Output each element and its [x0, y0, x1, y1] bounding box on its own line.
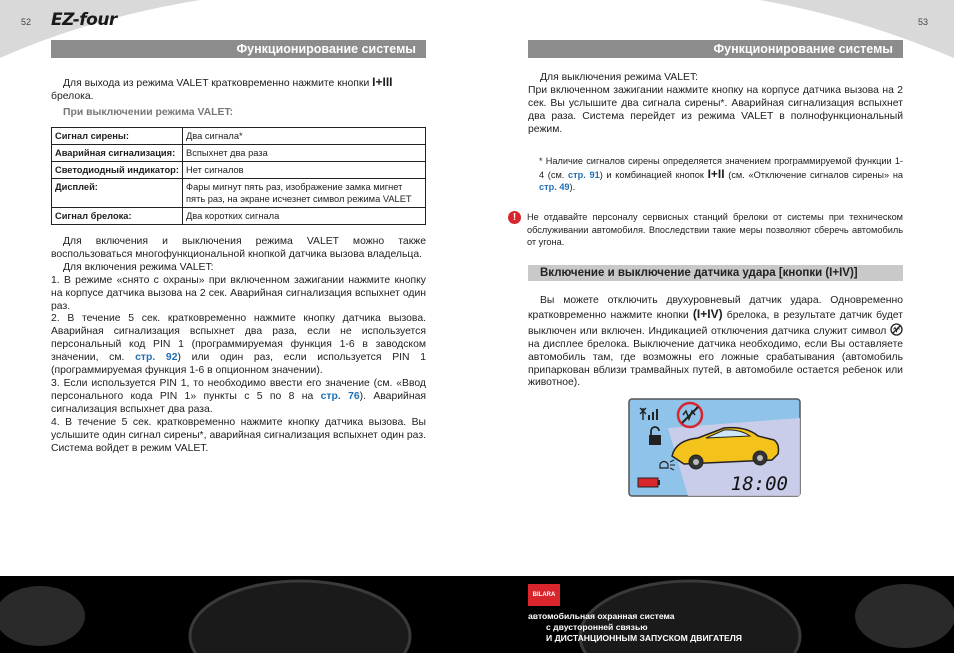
page-number-left: 52 [21, 17, 32, 27]
page-number-right: 53 [918, 17, 929, 27]
table-heading: При выключении режима VALET: [63, 107, 234, 118]
subsection-title-shock: Включение и выключение датчика удара [кнопки (I+IV)] [528, 265, 903, 281]
shock-sensor-paragraph: Вы можете отключить двухуровневый датчик удара. Одновременно кратковременно нажмите кнопки (I+IV) брелока, в результате датчик будет выключен или включен. Индикацией отключения датчика служит символ на дисплее брелока. Выключение датчика необходимо, если Вы оставляете автомобиль там, где возможны его ложные срабатывания (автомобиль припаркован вблизи трамвайных путей, в автомобиле остается ребенок или животное). [528, 295, 903, 389]
table-row [52, 145, 426, 162]
table-cell-value: Два сигнала* [183, 128, 426, 145]
step-4: 4. В течение 5 сек. кратковременно нажмите кнопку датчика вызова. Вы услышите один сигнал сирены*, аварийная сигнализация вспыхнет один раз. Система войдет в режим VALET. [51, 416, 426, 454]
valet-off-paragraph: Для выключения режима VALET: При включенном зажигании нажмите кнопку на корпусе датчика вызова на 2 сек. Вы услышите два сигнала сирены*. Аварийная сигнализация вспыхнет два раза. Система перейдет из режима VALET в полнофункциональный режим. [528, 72, 903, 135]
footer-line-3: И ДИСТАНЦИОННЫМ ЗАПУСКОМ ДВИГАТЕЛЯ [546, 633, 742, 643]
table-cell-value: Нет сигналов [183, 162, 426, 179]
keyfob-lcd-display [628, 398, 801, 497]
button-combo-i-ii: I+II [707, 166, 725, 181]
footnote-siren: * Наличие сигналов сирены определяется значением программируемой функции 1-4 (см. стр. 91) и комбинацией кнопок I+II (см. «Отключение сигналов сирены» на стр. 49). [539, 156, 904, 193]
table-cell-value: Два коротких сигнала [183, 208, 426, 225]
footer-line-1: автомобильная охранная система [528, 611, 675, 621]
brand-logo: EZ-four [51, 10, 117, 30]
table-row [52, 128, 426, 145]
warning-icon: ! [508, 211, 521, 224]
section-title-right: Функционирование системы [528, 40, 903, 58]
battery-icon [638, 478, 660, 487]
footer-background [0, 576, 954, 653]
page-link-76[interactable]: стр. 76 [320, 390, 360, 402]
page-link-92[interactable]: стр. 92 [135, 352, 178, 364]
page-link-91[interactable]: стр. 91 [568, 169, 600, 180]
table-row [52, 162, 426, 179]
lcd-time: 18:00 [730, 473, 788, 495]
valet-off-table [51, 127, 426, 225]
valet-exit-intro: Для выхода из режима VALET кратковременно нажмите кнопки I+III брелока. [51, 75, 393, 102]
button-combo-i-iv: (I+IV) [692, 306, 723, 321]
footer-line-2: с двусторонней связью [546, 622, 648, 632]
para-valet-on-heading: Для включения режима VALET: [63, 261, 214, 273]
table-cell-label: Дисплей: [52, 179, 183, 208]
table-cell-label: Сигнал брелока: [52, 208, 183, 225]
table-cell-label: Аварийная сигнализация: [52, 145, 183, 162]
table-cell-label: Светодиодный индикатор: [52, 162, 183, 179]
warning-text: Не отдавайте персоналу сервисных станций брелоки от системы при техническом обслуживании автомобиля. Впоследствии такие меры позволяют сберечь автомобиль от угона. [527, 212, 903, 248]
step-1: 1. В режиме «снято с охраны» при включенном зажигании нажмите кнопку на корпусе датчика вызова на 2 сек. Аварийная сигнализация вспыхнет один раз. [51, 274, 426, 312]
step-3: 3. Если используется PIN 1, то необходимо ввести его значение (см. «Ввод персонального кода PIN 1» пункты с 5 по 8 на стр. 76). Аварийная сигнализация вспыхнет два раза. [51, 377, 426, 415]
footer-banner [0, 576, 954, 653]
shock-off-icon [890, 323, 903, 336]
section-title-left: Функционирование системы [51, 40, 426, 58]
table-cell-value: Фары мигнут пять раз, изображение замка мигнет пять раз, на экране исчезнет символ режима VALET [183, 179, 426, 208]
table-row [52, 208, 426, 225]
table-cell-label: Сигнал сирены: [52, 128, 183, 145]
step-2: 2. В течение 5 сек. кратковременно нажмите кнопку датчика вызова. Аварийная сигнализация вспыхнет два раза, если не используется персональный код PIN 1 (программируемая функция 1-6 в заводском значении, см. стр. 92) или один раз, если используется PIN 1 (программируемая функция 1-6 в опционном значении). [51, 313, 426, 377]
para-valet-button: Для включения и выключения режима VALET можно также воспользоваться многофункциональной кнопкой датчика вызова владельца. [51, 236, 426, 260]
page-link-49[interactable]: стр. 49 [539, 182, 570, 193]
table-cell-value: Вспыхнет два раза [183, 145, 426, 162]
table-row [52, 179, 426, 208]
button-combo-i-iii: I+III [372, 75, 393, 89]
footer-brand-logo: BILARA [528, 584, 560, 606]
left-paragraphs [51, 236, 426, 455]
